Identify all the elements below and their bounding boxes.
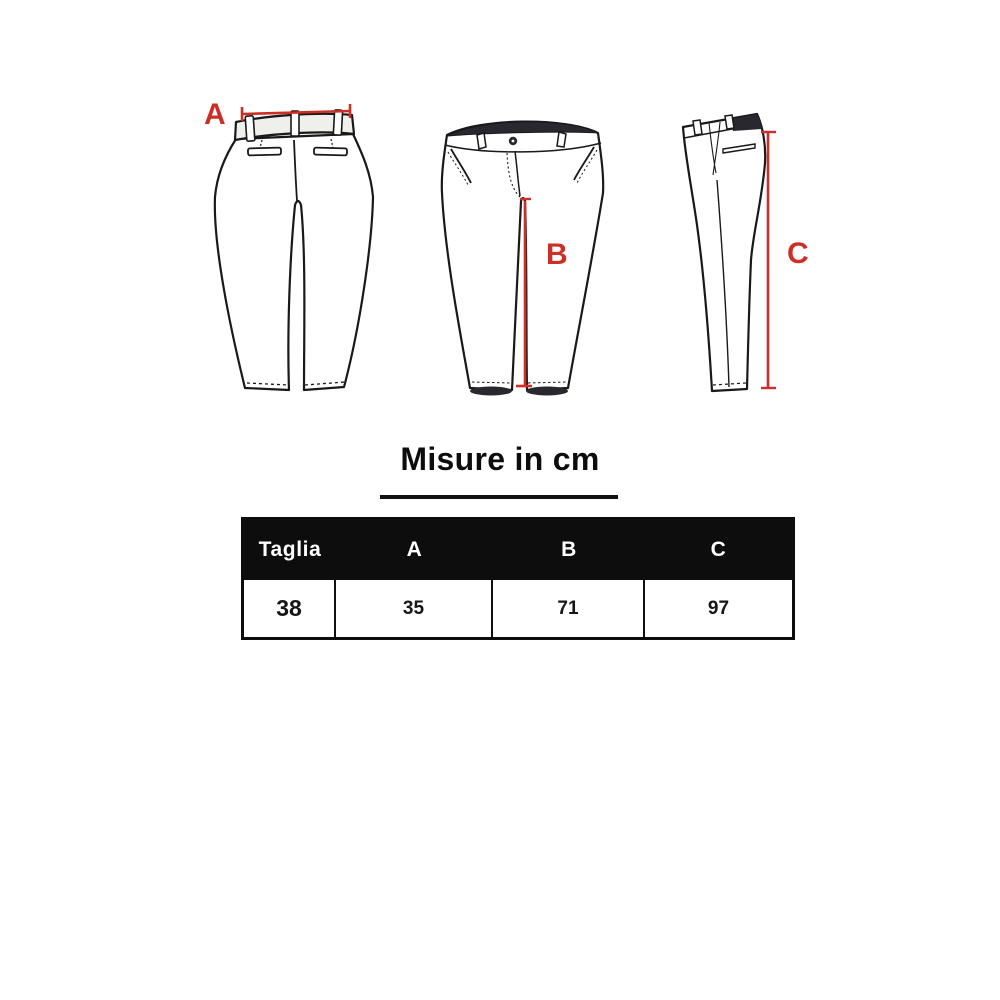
pants-side-view-figure <box>665 105 780 410</box>
pants-back-view-drawing <box>200 95 385 405</box>
cell-measure-b: 71 <box>493 580 645 637</box>
back-pocket <box>314 148 347 156</box>
size-table-data-row <box>244 580 792 637</box>
back-pocket <box>248 148 281 156</box>
hem-cuff-dark <box>526 387 568 396</box>
pants-side-view-drawing <box>665 105 780 405</box>
measure-label-a: A <box>204 98 227 131</box>
pants-front-body <box>442 122 603 390</box>
belt-loop <box>477 133 486 149</box>
belt-loop <box>557 132 566 147</box>
belt-loop <box>245 116 255 141</box>
page-title: Misure in cm <box>400 441 600 477</box>
pants-back-body <box>215 134 373 390</box>
pants-side-body <box>683 114 765 391</box>
pants-front-view-figure <box>435 105 610 410</box>
header-cell-taglia: Taglia <box>258 538 322 561</box>
size-table-header-row <box>244 520 792 580</box>
inner-waistband-dark <box>731 114 762 131</box>
title-underline <box>380 495 618 499</box>
belt-loop <box>291 111 299 136</box>
header-cell-b: B <box>561 538 577 561</box>
belt-loop <box>333 110 342 135</box>
belt-loop <box>725 115 734 129</box>
belt-loop <box>693 120 702 135</box>
pants-front-view-drawing <box>435 105 610 405</box>
measure-label-c: C <box>787 237 810 270</box>
size-table <box>241 517 795 640</box>
cell-size-value: 38 <box>244 580 336 637</box>
cell-measure-c: 97 <box>707 597 730 619</box>
pants-back-view-figure <box>200 95 385 410</box>
header-cell-a: A <box>406 538 423 561</box>
hem-cuff-dark <box>470 387 512 396</box>
cell-measure-a: 35 <box>336 580 493 637</box>
waist-button-highlight <box>512 140 515 143</box>
measure-label-b: B <box>546 238 569 271</box>
header-cell-c: C <box>710 538 727 561</box>
